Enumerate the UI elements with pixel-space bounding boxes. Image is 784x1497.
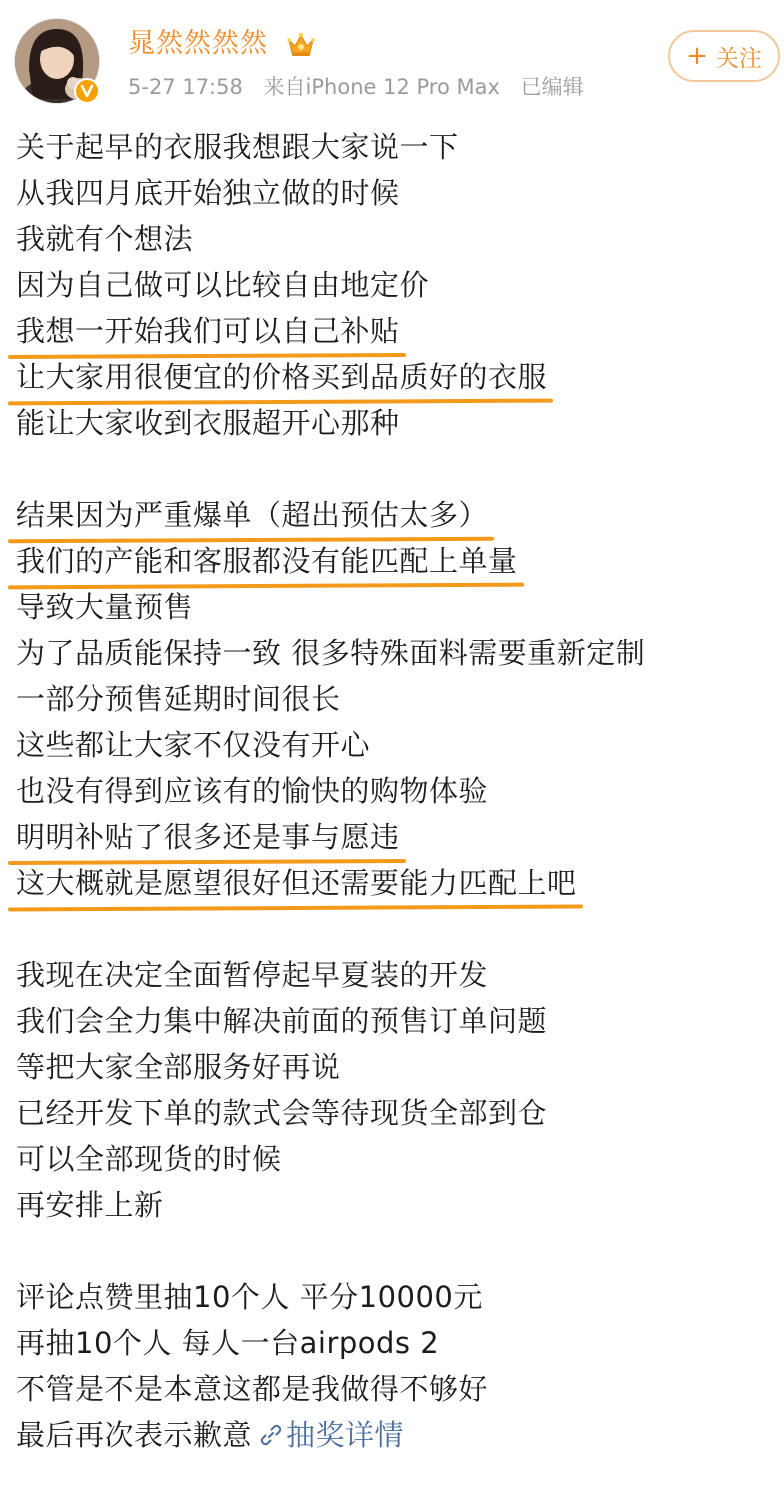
- lottery-details-link[interactable]: [258, 1418, 404, 1452]
- blank-line: [16, 446, 778, 492]
- post-line: 导致大量预售: [16, 590, 194, 624]
- plus-icon: +: [686, 41, 708, 71]
- post-line: 能让大家收到衣服超开心那种: [16, 406, 400, 440]
- post-line: 也没有得到应该有的愉快的购物体验: [16, 774, 489, 808]
- crown-icon: [286, 30, 316, 58]
- post-line: 已经开发下单的款式会等待现货全部到仓: [16, 1096, 548, 1130]
- blank-line: [16, 1228, 778, 1274]
- link-icon: [258, 1422, 284, 1448]
- post-line-highlighted: 结果因为严重爆单（超出预估太多）: [16, 492, 778, 538]
- edited-label[interactable]: 已编辑: [520, 75, 584, 99]
- post-line: 因为自己做可以比较自由地定价: [16, 268, 430, 302]
- post-line: 从我四月底开始独立做的时候: [16, 176, 400, 210]
- post-line: 评论点赞里抽10个人 平分10000元: [16, 1280, 483, 1314]
- post-line: 等把大家全部服务好再说: [16, 1050, 341, 1084]
- post-line: 我现在决定全面暂停起早夏装的开发: [16, 958, 489, 992]
- post-body: [16, 124, 778, 1458]
- follow-label: 关注: [715, 45, 762, 72]
- post-line-highlighted: 我们的产能和客服都没有能匹配上单量: [16, 538, 778, 584]
- post-line-highlighted: 让大家用很便宜的价格买到品质好的衣服: [16, 354, 778, 400]
- blank-line: [16, 906, 778, 952]
- post-line: 再抽10个人 每人一台airpods 2: [16, 1326, 440, 1360]
- post-line: 为了品质能保持一致 很多特殊面料需要重新定制: [16, 636, 646, 670]
- post-line: 这些都让大家不仅没有开心: [16, 728, 371, 762]
- post-meta: [128, 72, 598, 102]
- post-line-highlighted: 我想一开始我们可以自己补贴: [16, 308, 778, 354]
- post-line: 可以全部现货的时候: [16, 1142, 282, 1176]
- post-source: 来自iPhone 12 Pro Max: [263, 75, 500, 99]
- username[interactable]: 晁然然然然: [128, 28, 268, 59]
- post-line: 不管是不是本意这都是我做得不够好: [16, 1372, 489, 1406]
- follow-button[interactable]: [668, 30, 780, 82]
- post-line-highlighted: 明明补贴了很多还是事与愿违: [16, 814, 778, 860]
- post-line: 我们会全力集中解决前面的预售订单问题: [16, 1004, 548, 1038]
- post-header: [0, 0, 784, 120]
- post-line: 我就有个想法: [16, 222, 194, 256]
- post-timestamp: 5-27 17:58: [128, 75, 243, 99]
- post-line-highlighted: 这大概就是愿望很好但还需要能力匹配上吧: [16, 860, 778, 906]
- lottery-details-label: 抽奖详情: [286, 1418, 405, 1452]
- post-line-last: [16, 1412, 778, 1458]
- verified-badge-icon: [74, 78, 100, 104]
- post-line: 关于起早的衣服我想跟大家说一下: [16, 130, 459, 164]
- post-line: 再安排上新: [16, 1188, 164, 1222]
- post-line: 一部分预售延期时间很长: [16, 682, 341, 716]
- post-line-text: 最后再次表示歉意: [16, 1418, 253, 1452]
